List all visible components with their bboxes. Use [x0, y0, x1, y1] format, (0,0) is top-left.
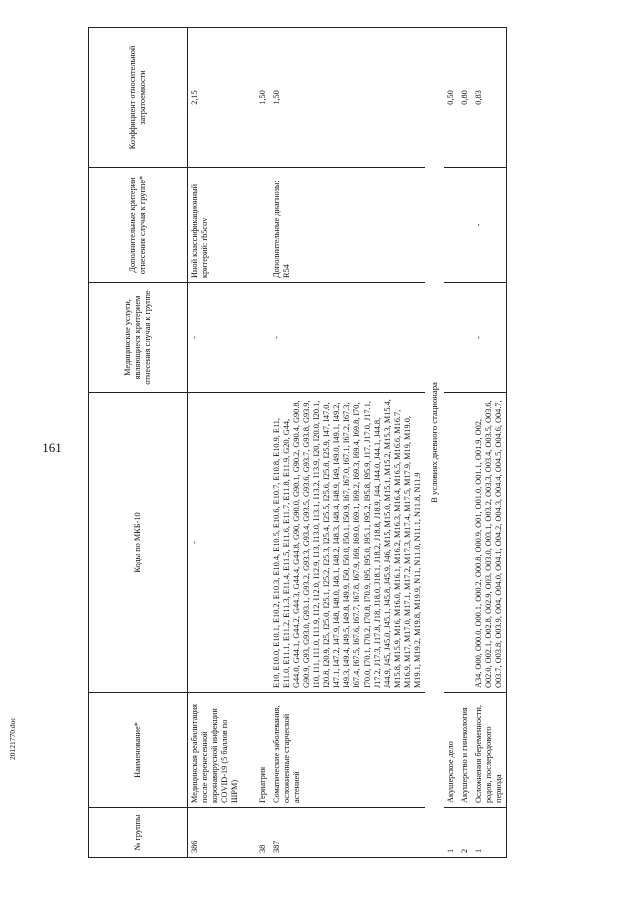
cell-group-number: 1: [472, 808, 507, 858]
header-icd-codes: Коды по МКБ-10: [89, 393, 188, 693]
cell-medical-services: -: [188, 283, 256, 393]
cell-name: Медицинская реабилитация после перенесенной коронавирусной инфекции COVID-19 (5 баллов по ШРМ): [188, 693, 256, 808]
cell-name: Осложнения беременности, родов, послеродового периода: [472, 693, 507, 808]
cell-medical-services: [458, 283, 472, 393]
table-row: [472, 28, 507, 858]
cell-cost-coefficient: 0,83: [472, 28, 507, 168]
cell-group-number: 1: [444, 808, 458, 858]
cell-icd-codes: A34, O00, O00.0, O00.1, O00.2, O00.8, O00.9, O01, O01.0, O01.1, O01.9, O02, O02.0, O02.1, O02.8, O02.9, O03, O03.0, O03.1, O03.2, O03.3, O03.4, O03.5, O03.6, O03.7, O03.8, O03.9, O04, O04.0, O04.1, O04.2, O04.3, O04.4, O04.5, O04.6, O04.7,: [472, 393, 507, 693]
cell-name: Акушерство и гинекология: [458, 693, 472, 808]
table-header-row: [89, 28, 188, 858]
cell-additional-criteria: [458, 168, 472, 283]
cell-additional-criteria: -: [472, 168, 507, 283]
cell-cost-coefficient: 1,50: [270, 28, 426, 168]
cell-cost-coefficient: 0,50: [444, 28, 458, 168]
cell-icd-codes: [444, 393, 458, 693]
table-row: [444, 28, 458, 858]
cell-group-number: 387: [270, 808, 426, 858]
table-row: [270, 28, 426, 858]
cell-icd-codes: [256, 393, 270, 693]
cell-cost-coefficient: 2,15: [188, 28, 256, 168]
rotated-table-sheet: [88, 28, 628, 858]
cell-name: Соматические заболевания, осложненные старческой астенией: [270, 693, 426, 808]
header-name: Наименование*: [89, 693, 188, 808]
section-heading: В условиях дневного стационара: [425, 28, 443, 858]
footer-document-id-text: 20121770.doc: [8, 717, 17, 760]
header-cost-coefficient: Коэффициент относительной затратоемкости: [89, 28, 188, 168]
cell-additional-criteria: Дополнительные диагнозы: R54: [270, 168, 426, 283]
section-heading-row: [425, 28, 443, 858]
cell-icd-codes: E10, E10.0, E10.1, E10.2, E10.3, E10.4, E10.5, E10.6, E10.7, E10.8, E10.9, E11, E11.0, E11.1, E11.2, E11.3, E11.4, E11.5, E11.6, E11.7, E11.8, E11.9, G20, G44, G44.0, G44.1, G44.2, G44.3, G44.4, G44.8, G90, G90.0, G90.1, G90.2, G90.4, G90.8, G90.9, G93, G93.0, G93.1, G93.2, G93.3, G93.4, G93.5, G93.6, G93.7, G93.8, G93.9, I10, I11, I11.0, I11.9, I12, I12.0, I12.9, I13, I13.0, I13.1, I13.2, I13.9, I20, I20.0, I20.1, I20.8, I20.9, I25, I25.0, I25.1, I25.2, I25.3, I25.4, I25.5, I25.6, I25.8, I25.9, I47, I47.0, I47.1, I47.2, I47.9, I48, I48.0, I48.1, I48.2, I48.3, I48.4, I48.9, I49, I49.0, I49.1, I49.2, I49.3, I49.4, I49.5, I49.8, I49.9, I50, I50.0, I50.1, I50.9, I67, I67.0, I67.1, I67.2, I67.3, I67.4, I67.5, I67.6, I67.7, I67.8, I67.9, I69, I69.0, I69.1, I69.2, I69.3, I69.4, I69.8, I70, I70.0, I70.1, I70.2, I70.8, I70.9, I95, I95.0, I95.1, I95.2, I95.8, I95.9, J17, J17.0, J17.1, J17.2, J17.3, J17.8, J18, J18.0, J18.1, J18.2, J18.8, J18.9, J44, J44.0, J44.1, J44.8, J44.9, J45, J45.0, J45.1, J45.8, J45.9, J46, M15, M15.0, M15.1, M15.2, M15.3, M15.4, M15.8, M15.9, M16, M16.0, M16.1, M16.2, M16.3, M16.4, M16.5, M16.6, M16.7, M16.9, M17, M17.0, M17.1, M17.2, M17.3, M17.4, M17.5, M17.9, M19, M19.0, M19.1, M19.2, M19.8, M19.9, N11, N11.0, N11.1, N11.8, N11.9: [270, 393, 426, 693]
table-row: [458, 28, 472, 858]
header-additional-criteria: Дополнительные критерии отнесения случая к группе*: [89, 168, 188, 283]
cell-additional-criteria: [256, 168, 270, 283]
table-row: [188, 28, 256, 858]
cell-group-number: 386: [188, 808, 256, 858]
cell-medical-services: -: [472, 283, 507, 393]
cell-additional-criteria: Иной классификационный критерий: rb5cov: [188, 168, 256, 283]
cell-additional-criteria: [444, 168, 458, 283]
header-medical-services: Медицинские услуги, являющиеся критерием отнесения случая к группе: [89, 283, 188, 393]
cell-medical-services: -: [270, 283, 426, 393]
table-row: [256, 28, 270, 858]
cell-icd-codes: [458, 393, 472, 693]
header-group-number: № группы: [89, 808, 188, 858]
cell-icd-codes: -: [188, 393, 256, 693]
groups-table: [88, 27, 507, 858]
cell-group-number: 38: [256, 808, 270, 858]
cell-cost-coefficient: 1,50: [256, 28, 270, 168]
cell-cost-coefficient: 0,80: [458, 28, 472, 168]
footer-document-id: [8, 640, 20, 760]
cell-medical-services: [444, 283, 458, 393]
page-number: 161: [42, 440, 62, 455]
table-rotation-wrapper: [88, 28, 628, 858]
cell-name: Гериатрия: [256, 693, 270, 808]
cell-name: Акушерское дело: [444, 693, 458, 808]
cell-medical-services: [256, 283, 270, 393]
cell-group-number: 2: [458, 808, 472, 858]
